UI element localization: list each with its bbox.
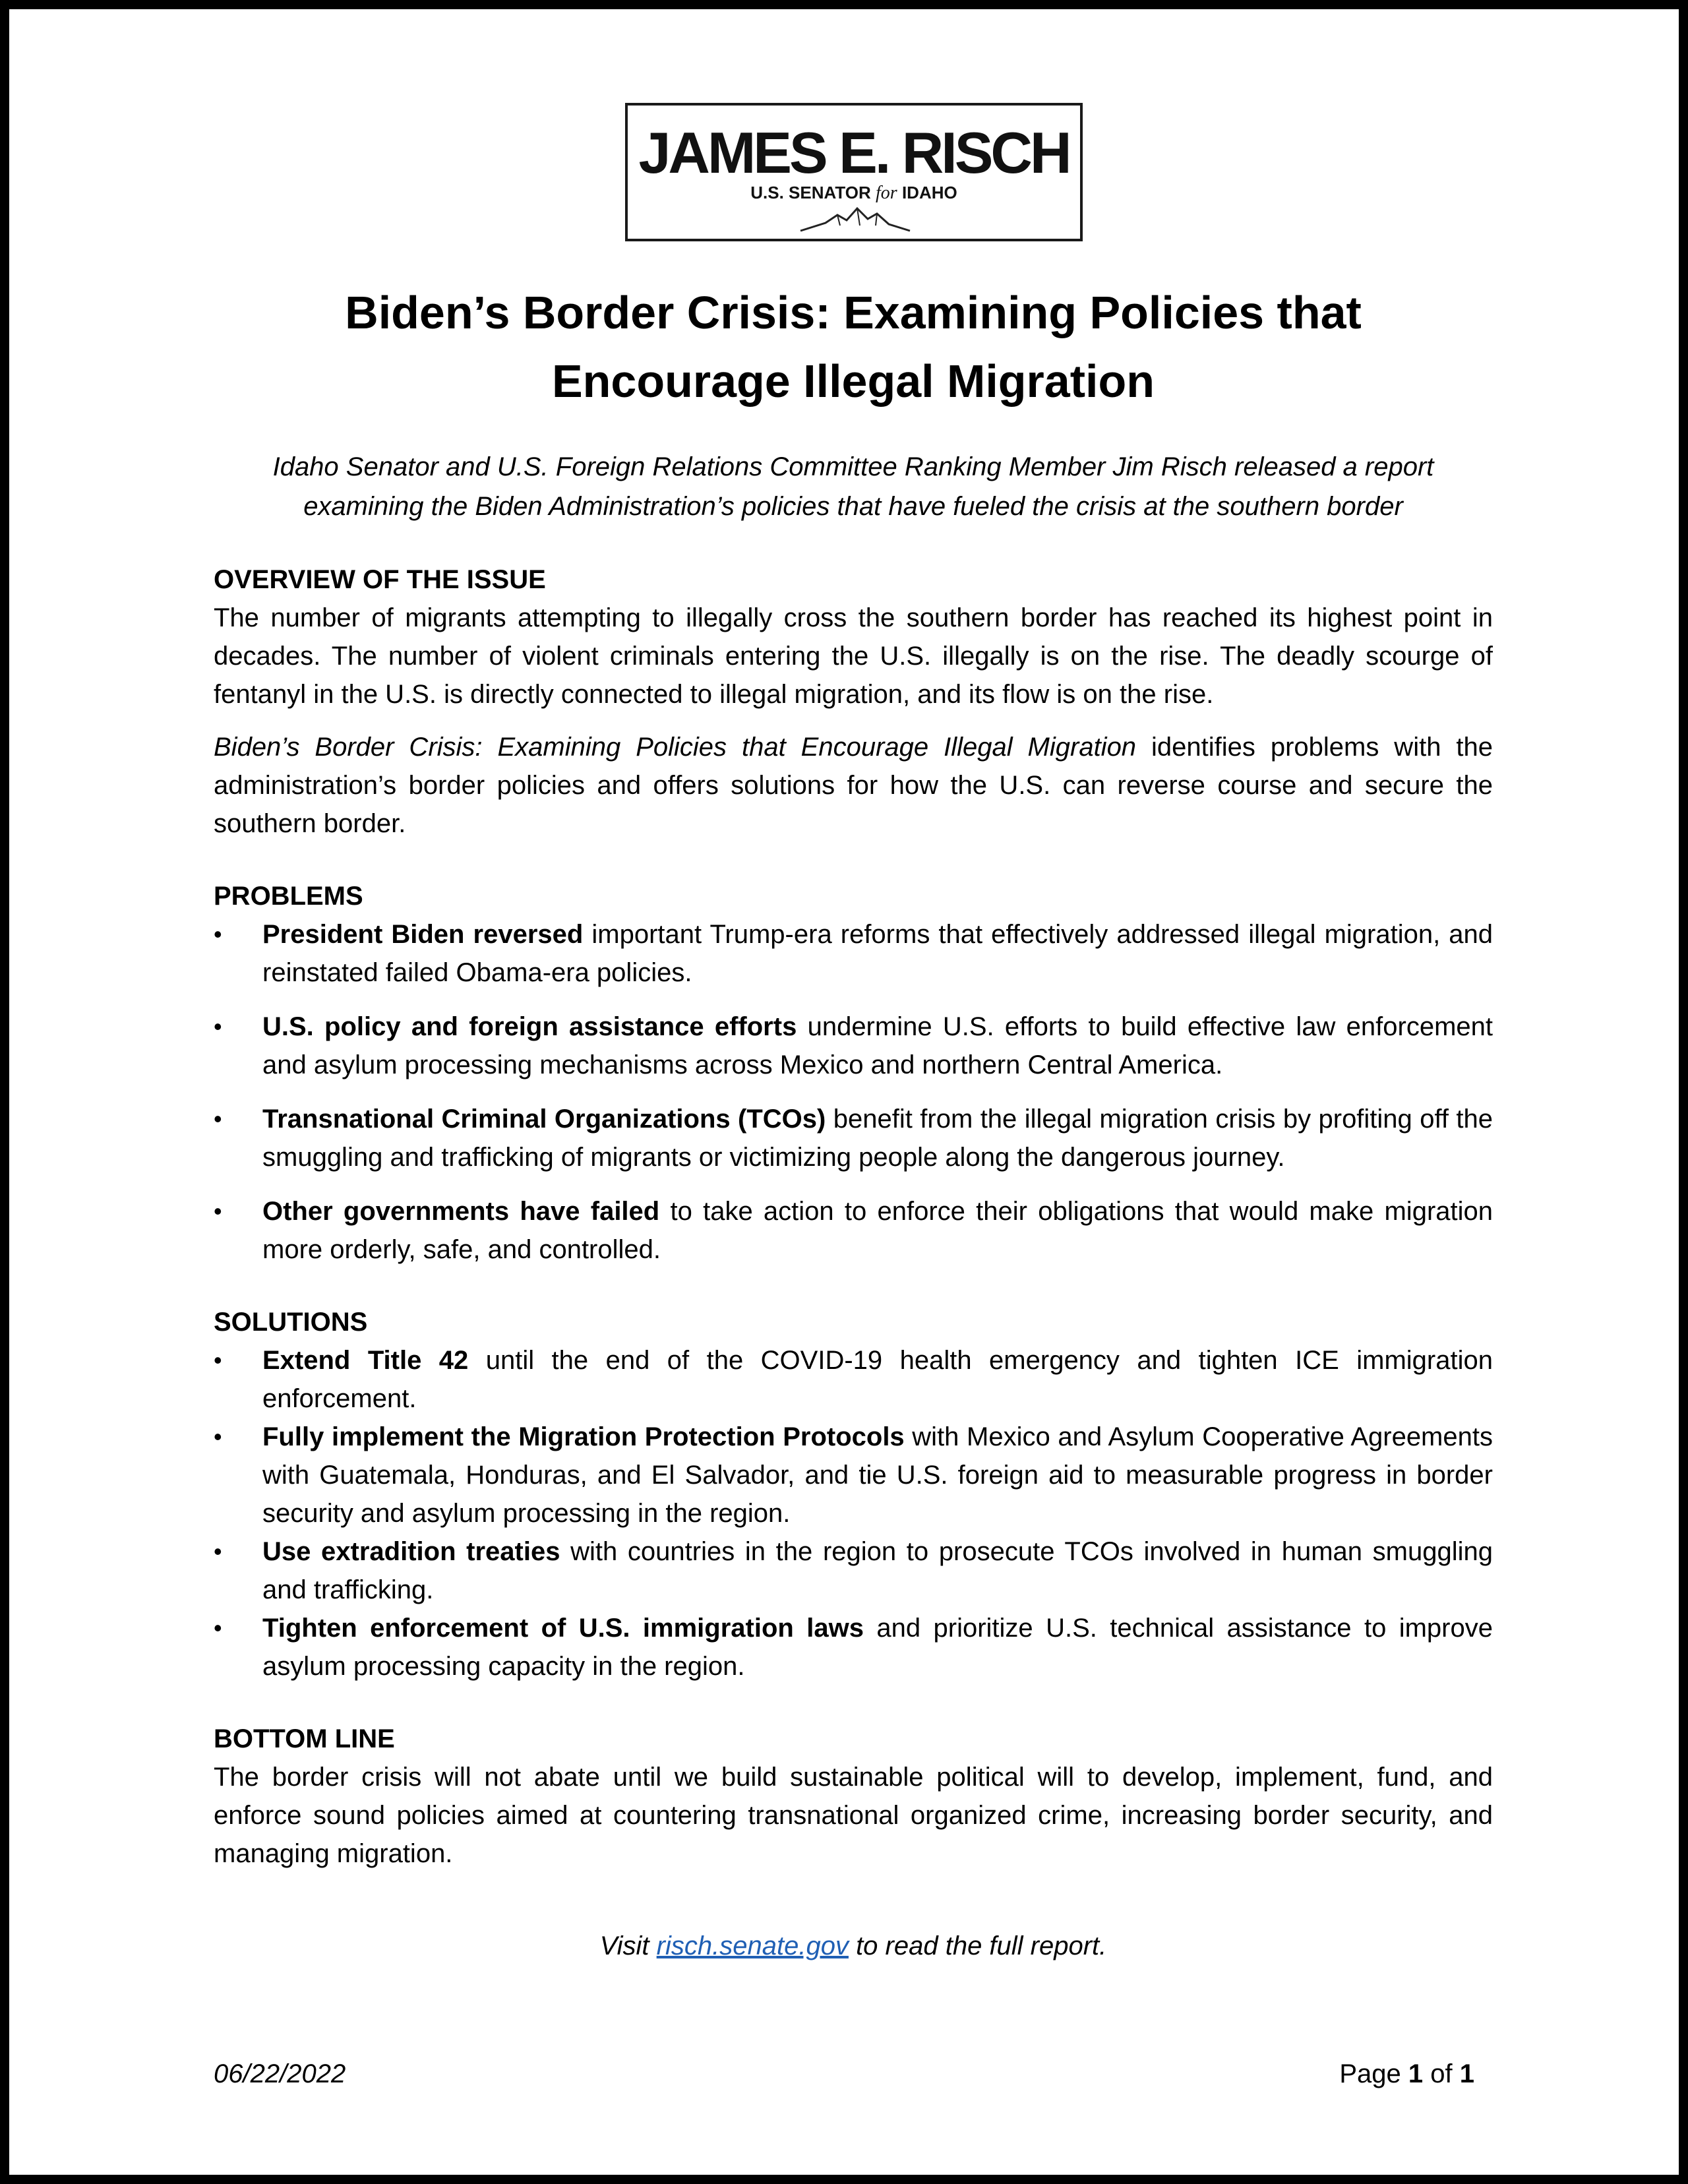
solutions-section bbox=[214, 1303, 1493, 1685]
list-item bbox=[214, 1100, 1493, 1176]
item-bold: Fully implement the Migration Protection Protocols bbox=[262, 1422, 905, 1451]
list-item bbox=[214, 1418, 1493, 1532]
item-bold: Tighten enforcement of U.S. immigration laws bbox=[262, 1614, 864, 1643]
item-text: until the end of the COVID-19 health emergency and tighten ICE immigration enforcement. bbox=[262, 1346, 1493, 1413]
bullet-icon: • bbox=[214, 1013, 222, 1040]
item-text: undermine U.S. efforts to build effective law enforcement and asylum processing mechanisms across Mexico and northern Central America. bbox=[262, 1012, 1493, 1079]
mountains-icon bbox=[799, 206, 911, 233]
report-link[interactable]: risch.senate.gov bbox=[656, 1931, 849, 1960]
overview-heading: OVERVIEW OF THE ISSUE bbox=[214, 565, 546, 594]
document-body bbox=[214, 561, 1493, 1873]
title-line-2: Encourage Illegal Migration bbox=[551, 355, 1155, 407]
bullet-icon: • bbox=[214, 1105, 222, 1132]
page-current: 1 bbox=[1408, 2059, 1424, 2088]
problems-list bbox=[214, 915, 1493, 1269]
item-text: with countries in the region to prosecute TCOs involved in human smuggling and trafficking. bbox=[262, 1537, 1493, 1604]
of-label: of bbox=[1423, 2059, 1460, 2088]
overview-report-paragraph bbox=[214, 728, 1493, 843]
list-item bbox=[214, 1192, 1493, 1269]
bullet-icon: • bbox=[214, 1198, 222, 1225]
visit-post: to read the full report. bbox=[848, 1931, 1107, 1960]
bottom-line-paragraph: The border crisis will not abate until we build sustainable political will to develop, implement, fund, and enforce sound policies aimed at countering transnational organized crime, increasing border security, and managing migration. bbox=[214, 1763, 1493, 1868]
logo-name: JAMES E. RISCH bbox=[638, 120, 1070, 185]
footer-date: 06/22/2022 bbox=[214, 2059, 346, 2088]
overview-paragraph: The number of migrants attempting to illegally cross the southern border has reached its highest point in decades. The number of violent criminals entering the U.S. illegally is on the rise. The deadly scourge of fentanyl in the U.S. is directly connected to illegal migration, and its flow is on the rise. bbox=[214, 603, 1493, 709]
page-label: Page bbox=[1339, 2059, 1408, 2088]
logo-subtitle-pre: U.S. SENATOR bbox=[750, 183, 871, 202]
list-item bbox=[214, 1532, 1493, 1609]
item-bold: President Biden reversed bbox=[262, 920, 584, 949]
visit-line bbox=[214, 1927, 1493, 1965]
item-bold: Use extradition treaties bbox=[262, 1537, 560, 1566]
item-text: and prioritize U.S. technical assistance to improve asylum processing capacity in the region. bbox=[262, 1614, 1493, 1681]
logo-subtitle bbox=[628, 182, 1080, 204]
title-line-1: Biden’s Border Crisis: Examining Policies that bbox=[345, 287, 1362, 338]
bottom-line-section bbox=[214, 1720, 1493, 1873]
item-bold: U.S. policy and foreign assistance efforts bbox=[262, 1012, 797, 1041]
list-item bbox=[214, 1008, 1493, 1084]
page-subtitle bbox=[174, 447, 1532, 526]
bullet-icon: • bbox=[214, 1538, 222, 1565]
overview-section bbox=[214, 561, 1493, 843]
list-item bbox=[214, 915, 1493, 992]
problems-section bbox=[214, 877, 1493, 1269]
item-bold: Transnational Criminal Organizations (TCOs) bbox=[262, 1105, 826, 1134]
bullet-icon: • bbox=[214, 1347, 222, 1374]
report-title: Biden’s Border Crisis: Examining Policies that Encourage Illegal Migration bbox=[214, 733, 1137, 762]
item-bold: Extend Title 42 bbox=[262, 1346, 469, 1375]
item-bold: Other governments have failed bbox=[262, 1197, 660, 1226]
solutions-heading: SOLUTIONS bbox=[214, 1308, 368, 1337]
item-text: important Trump-era reforms that effectively addressed illegal migration, and reinstated failed Obama-era policies. bbox=[262, 920, 1493, 987]
solutions-list bbox=[214, 1341, 1493, 1685]
visit-pre: Visit bbox=[599, 1931, 657, 1960]
page-title bbox=[141, 278, 1565, 415]
item-text: with Mexico and Asylum Cooperative Agreements with Guatemala, Honduras, and El Salvador, and tie U.S. foreign aid to measurable progress in border security and asylum processing in the region. bbox=[262, 1422, 1493, 1528]
list-item bbox=[214, 1341, 1493, 1418]
bottom-line-heading: BOTTOM LINE bbox=[214, 1724, 395, 1753]
item-text: to take action to enforce their obligations that would make migration more orderly, safe, and controlled. bbox=[262, 1197, 1493, 1264]
logo-subtitle-post: IDAHO bbox=[901, 183, 957, 202]
report-description: identifies problems with the administration’s border policies and offers solutions for how the U.S. can reverse course and secure the southern border. bbox=[214, 733, 1493, 838]
page-number bbox=[1339, 2055, 1474, 2093]
subtitle-line-2: examining the Biden Administration’s policies that have fueled the crisis at the southern border bbox=[303, 492, 1403, 521]
list-item bbox=[214, 1609, 1493, 1685]
bullet-icon: • bbox=[214, 1423, 222, 1450]
item-text: benefit from the illegal migration crisis by profiting off the smuggling and trafficking of migrants or victimizing people along the dangerous journey. bbox=[262, 1105, 1493, 1172]
bullet-icon: • bbox=[214, 921, 222, 948]
bullet-icon: • bbox=[214, 1614, 222, 1641]
page-total: 1 bbox=[1459, 2059, 1474, 2088]
senator-logo bbox=[625, 103, 1083, 241]
logo-subtitle-for: for bbox=[876, 183, 897, 203]
subtitle-line-1: Idaho Senator and U.S. Foreign Relations Committee Ranking Member Jim Risch released a report bbox=[272, 452, 1434, 481]
problems-heading: PROBLEMS bbox=[214, 882, 363, 911]
